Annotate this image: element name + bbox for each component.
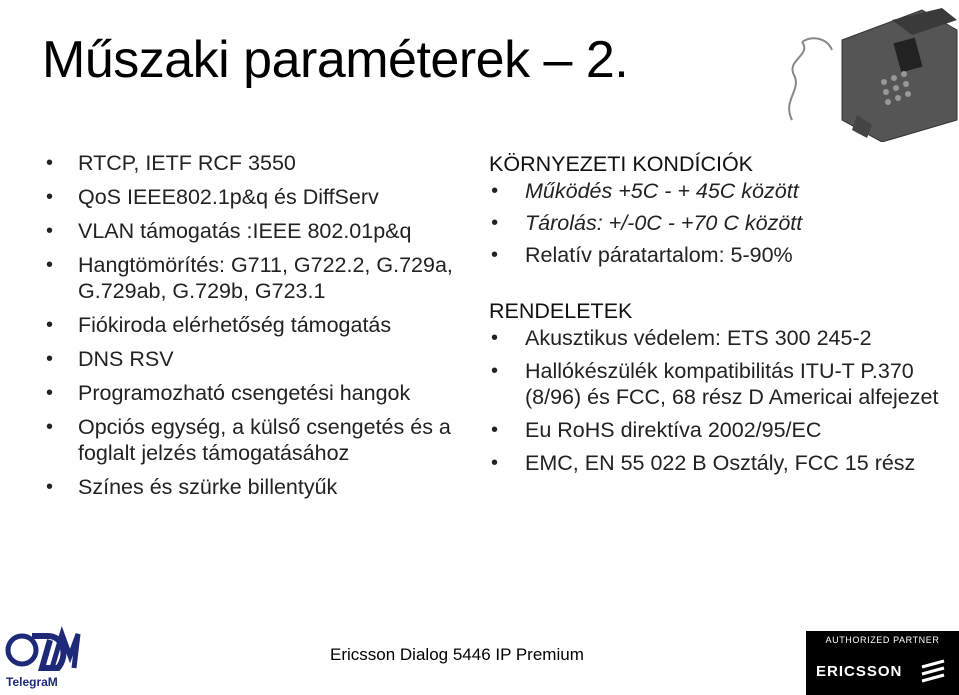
partner-label: AUTHORIZED PARTNER	[825, 635, 940, 645]
specs-column	[489, 150, 949, 483]
ericsson-partner-logo	[806, 631, 959, 695]
env-heading: KÖRNYEZETI KONDÍCIÓK	[489, 152, 754, 176]
list-item: • Színes és szürke billentyűk	[46, 474, 466, 500]
list-item: • Eu RoHS direktíva 2002/95/EC	[489, 417, 949, 443]
list-item: • Programozható csengetési hangok	[46, 380, 466, 406]
regulations-heading: RENDELETEK	[489, 299, 633, 323]
ericsson-mark-icon	[918, 659, 948, 685]
list-item: • Tárolás: +/-0C - +70 C között	[489, 210, 949, 236]
feature-list	[46, 150, 466, 508]
list-item: • DNS RSV	[46, 346, 466, 372]
list-item: • Opciós egység, a külső csengetés és a foglalt jelzés támogatásához	[46, 414, 466, 466]
list-item: • Hallókészülék kompatibilitás ITU-T P.370 (8/96) és FCC, 68 rész D Americai alfejezet	[489, 358, 949, 410]
telegram-logo	[2, 626, 82, 692]
list-item: • Fiókiroda elérhetőség támogatás	[46, 312, 466, 338]
list-item: • Működés +5C - + 45C között	[489, 178, 949, 204]
list-item: • Akusztikus védelem: ETS 300 245-2	[489, 325, 949, 351]
slide-title: Műszaki paraméterek – 2.	[42, 31, 629, 89]
ip-phone-image	[772, 0, 959, 142]
footer-text: Ericsson Dialog 5446 IP Premium	[330, 645, 584, 664]
ericsson-wordmark: ERICSSON	[816, 663, 903, 680]
env-humidity-list	[489, 242, 949, 268]
list-item: • VLAN támogatás :IEEE 802.01p&q	[46, 218, 466, 244]
list-item: • Hangtömörítés: G711, G722.2, G.729a, G.729ab, G.729b, G723.1	[46, 252, 466, 304]
list-item: • RTCP, IETF RCF 3550	[46, 150, 466, 176]
list-item: • Relatív páratartalom: 5-90%	[489, 242, 949, 268]
regulations-list	[489, 325, 949, 476]
list-item: • EMC, EN 55 022 B Osztály, FCC 15 rész	[489, 450, 949, 476]
env-list	[489, 178, 949, 236]
svg-text:TelegraM: TelegraM	[6, 675, 58, 689]
list-item: • QoS IEEE802.1p&q és DiffServ	[46, 184, 466, 210]
